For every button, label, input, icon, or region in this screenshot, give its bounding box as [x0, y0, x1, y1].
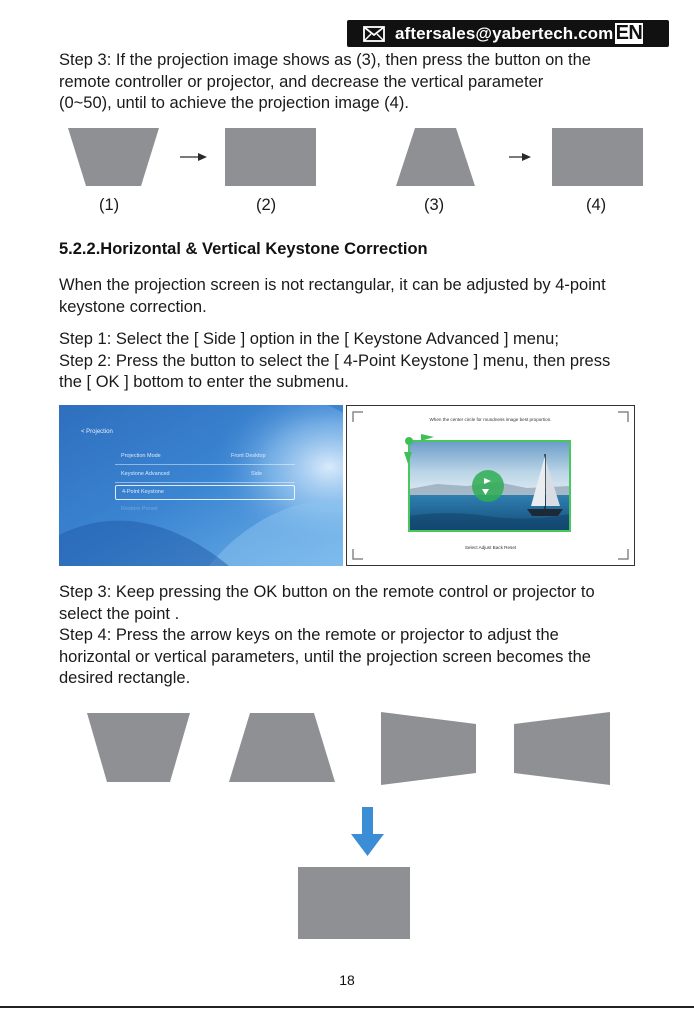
- intro-paragraph: [59, 275, 659, 318]
- trapezoid-bottom-wide-shape: [229, 713, 335, 782]
- step3-intro-paragraph: [59, 50, 659, 115]
- four-point-diagram: [0, 700, 694, 945]
- arrow-down-icon: [351, 807, 384, 856]
- arrow-right-icon: [180, 153, 207, 161]
- keystone-controls: Select Adjust Back Reset: [464, 545, 517, 550]
- header-bar: [347, 20, 669, 47]
- corner-mark: [618, 549, 628, 559]
- menu-row-4-point-keystone[interactable]: [115, 485, 295, 500]
- trapezoid-right-tall-shape: [514, 712, 610, 785]
- text-line: Step 4: Press the arrow keys on the remote or projector to adjust the: [59, 626, 559, 644]
- corner-mark: [353, 549, 363, 559]
- menu-item-restore[interactable]: Restore Preset: [121, 506, 158, 512]
- arrow-right-icon: [509, 153, 531, 161]
- menu-item-label: 4-Point Keystone: [122, 489, 164, 495]
- menu-row-projection-mode[interactable]: [115, 450, 295, 465]
- keystone-frame: [347, 406, 634, 565]
- text-line: horizontal or vertical parameters, until the projection screen becomes the: [59, 647, 591, 666]
- diagram-label-2: (2): [256, 196, 277, 214]
- keystone-adjust-screenshot: [346, 405, 635, 566]
- mail-icon: [363, 26, 385, 42]
- rectangle-shape-2: [225, 128, 316, 186]
- rectangle-shape-4: [552, 128, 643, 186]
- center-circle: [472, 470, 504, 502]
- support-email[interactable]: aftersales@yabertech.com: [395, 23, 614, 43]
- corner-point-icon: [405, 437, 413, 445]
- text-line: (0~50), until to achieve the projection image (4).: [59, 94, 409, 112]
- menu-title: < Projection: [81, 429, 113, 435]
- keystone-hint: When the center circle for roundness image best proportion.: [429, 417, 552, 422]
- menu-row-keystone-advanced[interactable]: [115, 468, 295, 483]
- diagram-label-1: (1): [99, 196, 120, 214]
- text-line: desired rectangle.: [59, 669, 191, 687]
- steps-1-2-paragraph: [59, 329, 659, 394]
- bottom-rule: [0, 1006, 694, 1008]
- text-line: Step 1: Select the [ Side ] option in the [ Keystone Advanced ] menu;: [59, 330, 559, 348]
- trapezoid-top-wide-shape: [87, 713, 190, 782]
- text-line: Step 3: If the projection image shows as (3), then press the button on the: [59, 51, 591, 69]
- diagram-label-4: (4): [586, 196, 607, 214]
- text-line: Step 3: Keep pressing the OK button on the remote control or projector to: [59, 583, 595, 601]
- diagram-label-3: (3): [424, 196, 445, 214]
- trapezoid-shape-3: [396, 128, 475, 186]
- text-line: remote controller or projector, and decrease the vertical parameter: [59, 72, 544, 91]
- trapezoid-shape-1: [68, 128, 159, 186]
- page-number: 18: [339, 972, 355, 988]
- text-line: the [ OK ] bottom to enter the submenu.: [59, 373, 349, 391]
- steps-3-4-paragraph: [59, 582, 659, 690]
- language-badge: EN: [613, 21, 645, 46]
- text-line: Step 2: Press the button to select the [ 4-Point Keystone ] menu, then press: [59, 351, 611, 370]
- arrow-right-green-icon: [421, 434, 434, 441]
- keystone-diagram-row: [0, 120, 694, 195]
- section-title: 5.2.2.Horizontal & Vertical Keystone Correction: [59, 240, 428, 258]
- menu-item-value: Side: [251, 471, 263, 477]
- trapezoid-left-tall-shape: [381, 712, 476, 785]
- text-line: When the projection screen is not rectangular, it can be adjusted by 4-point: [59, 276, 606, 294]
- text-line: keystone correction.: [59, 297, 207, 316]
- menu-item-label: Keystone Advanced: [121, 471, 170, 477]
- menu-item-value: Front Desktop: [231, 453, 266, 459]
- result-rectangle-shape: [298, 867, 410, 939]
- text-line: select the point .: [59, 604, 180, 623]
- menu-item-label: Projection Mode: [121, 453, 161, 459]
- projection-menu-screenshot: [59, 405, 343, 566]
